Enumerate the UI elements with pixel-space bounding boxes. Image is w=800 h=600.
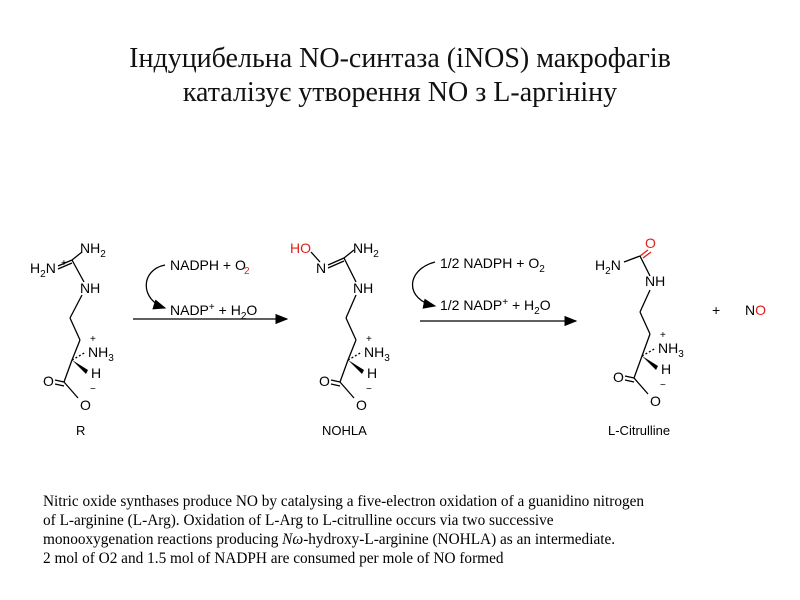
reaction-scheme: [0, 225, 800, 445]
line3-pre: monooxygenation reactions producing: [43, 531, 283, 548]
compound-label-citrulline: L-Citrulline: [608, 423, 671, 438]
compound-nohla: [290, 240, 390, 438]
minus-charge: −: [90, 384, 96, 395]
atom-h: H: [367, 365, 378, 381]
plus-charge: +: [61, 258, 67, 269]
description-line-3: [43, 530, 763, 549]
compound-arginine: [30, 240, 114, 438]
nh3-plus: +: [90, 334, 96, 345]
atom-nh: NH: [353, 280, 374, 296]
step2-product: 1/2 NADP+ + $H_2O$: [440, 297, 551, 317]
nitric-oxide: NO: [745, 302, 767, 318]
compound-citrulline: [595, 235, 684, 438]
step1-o2-sub: 2: [244, 266, 250, 277]
compound-label-r: R: [76, 423, 86, 438]
atom-o-carbonyl: O: [319, 373, 330, 389]
atom-o-minus: O: [80, 397, 91, 413]
nh3-plus: +: [660, 330, 666, 341]
line3-post: -hydroxy-L-arginine (NOHLA) as an intermediate.: [303, 531, 616, 548]
atom-h2n: $H_2N$: [30, 260, 56, 280]
reaction-step-1: [133, 257, 287, 322]
atom-n: N: [316, 260, 327, 276]
atom-h2n: $H_2N$: [595, 257, 621, 277]
atom-nh: NH: [80, 280, 101, 296]
atom-h: H: [661, 361, 672, 377]
atom-h: H: [91, 365, 102, 381]
minus-charge: −: [660, 380, 666, 391]
atom-o-carbonyl: O: [613, 369, 624, 385]
step2-reactant: 1/2 NADPH + $O_2$: [440, 255, 545, 275]
minus-charge: −: [366, 384, 372, 395]
description-line-1: Nitric oxide synthases produce NO by catalysing a five-electron oxidation of a guanidino nitrogen: [43, 493, 645, 510]
atom-nh: NH: [645, 273, 666, 289]
step1-product: NADP+ + $H_2O$: [170, 302, 258, 322]
atom-o-carbonyl: O: [43, 373, 54, 389]
step1-reactant: NADPH + O: [170, 257, 246, 273]
nh3-plus: +: [366, 334, 372, 345]
atom-nh3: $NH_3$: [364, 344, 390, 364]
plus-sign: +: [712, 302, 721, 318]
atom-o-minus: O: [356, 397, 367, 413]
atom-nh2: $NH_2$: [353, 240, 379, 260]
atom-nh3: $NH_3$: [88, 344, 114, 364]
atom-nh2: $NH_2$: [80, 240, 106, 260]
compound-label-nohla: NOHLA: [322, 423, 367, 438]
description-line-2: of L-arginine (L-Arg). Oxidation of L-Arg to L-citrulline occurs via two successive: [43, 512, 554, 529]
atom-o-urea: O: [645, 235, 656, 251]
title-line-1: Індуцибельна NO-синтаза (iNOS) макрофагів: [129, 43, 671, 74]
description: [43, 492, 763, 568]
description-line-4: 2 mol of O2 and 1.5 mol of NADPH are consumed per mole of NO formed: [43, 550, 504, 567]
atom-ho: HO: [290, 240, 311, 256]
reaction-step-2: [413, 255, 577, 321]
atom-o-minus: O: [650, 393, 661, 409]
line3-italic: Nω: [282, 531, 304, 548]
slide-title: [0, 42, 800, 110]
title-line-2: каталізує утворення NO з L-аргініну: [182, 77, 618, 108]
atom-nh3: $NH_3$: [658, 340, 684, 360]
